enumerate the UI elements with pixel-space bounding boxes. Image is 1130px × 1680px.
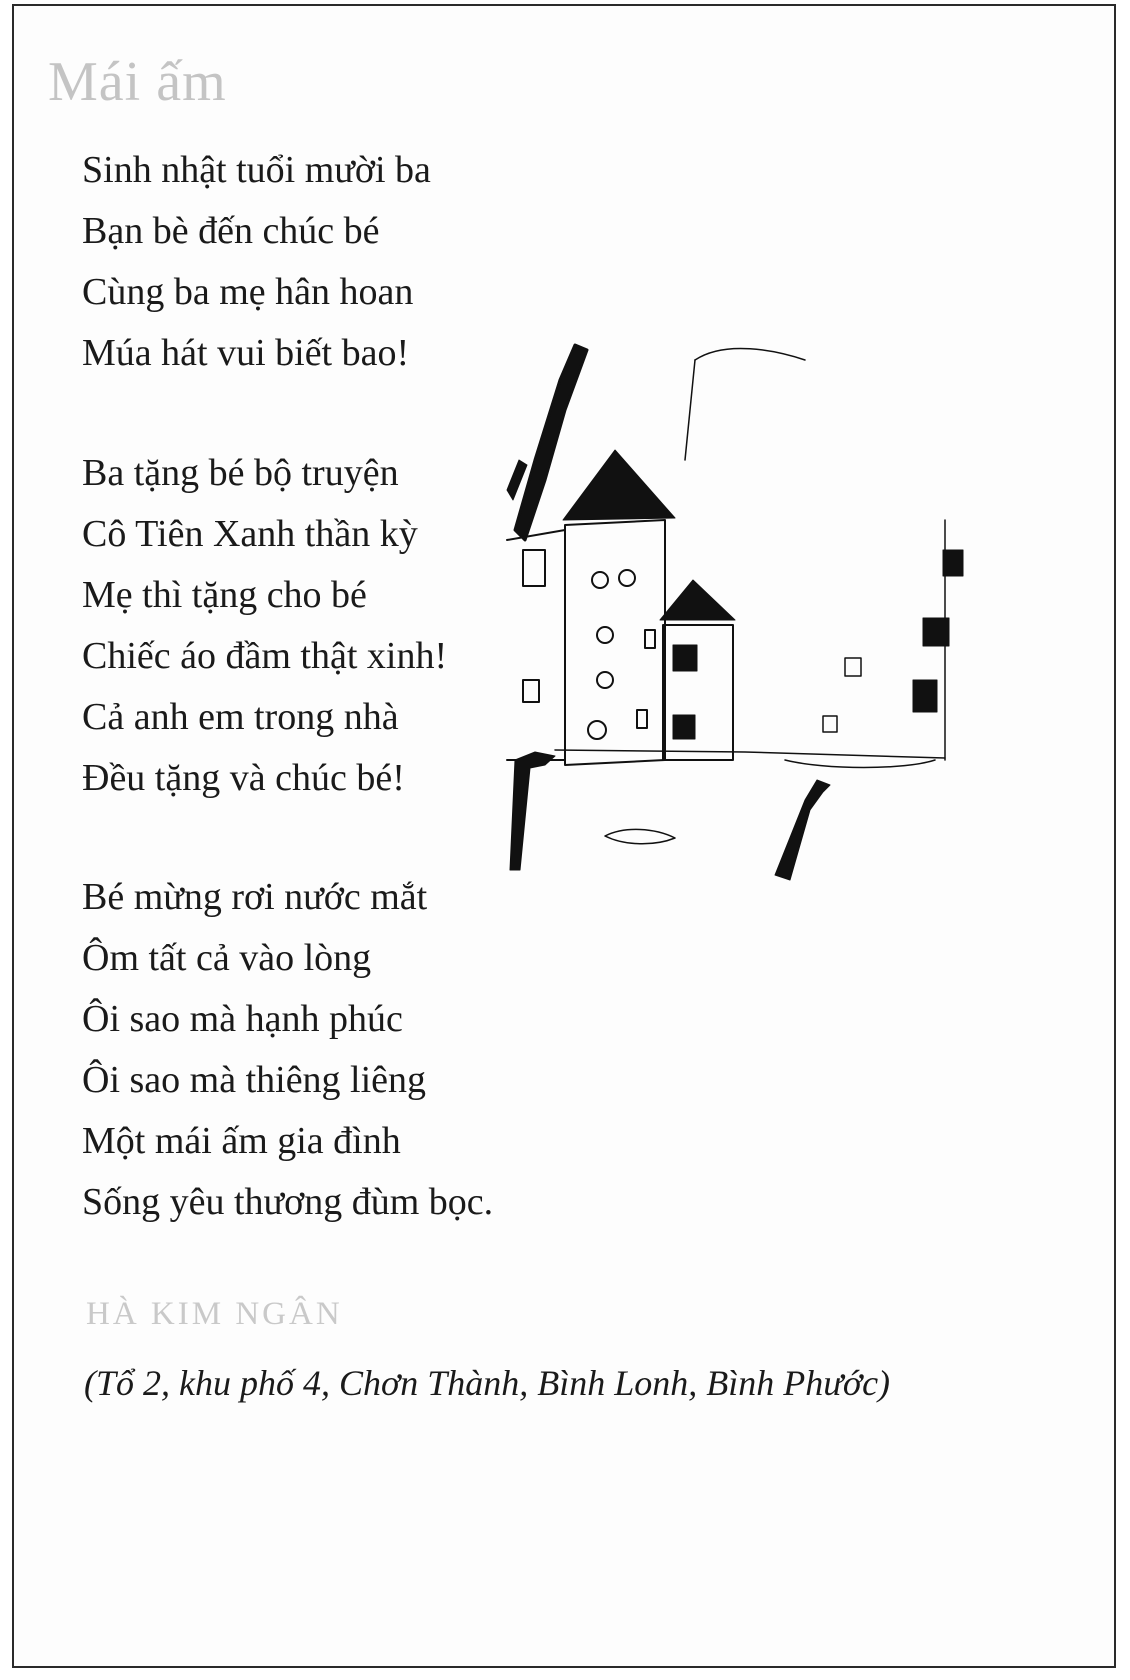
poem-line: Múa hát vui biết bao! <box>82 332 410 374</box>
author-name: HÀ KIM NGÂN <box>86 1296 343 1332</box>
poem-line: Cả anh em trong nhà <box>82 696 399 738</box>
poem-title: Mái ấm <box>48 51 227 113</box>
poem-line: Ôi sao mà hạnh phúc <box>82 998 403 1040</box>
child-drawing-of-houses-icon <box>505 340 1025 960</box>
stanza-3 <box>82 867 493 1233</box>
author-address: (Tổ 2, khu phố 4, Chơn Thành, Bình Lonh, Bình Phước) <box>84 1363 891 1403</box>
poem-line: Một mái ấm gia đình <box>82 1120 401 1162</box>
poem-line: Sống yêu thương đùm bọc. <box>82 1181 494 1223</box>
poem-line: Bé mừng rơi nước mắt <box>82 876 428 918</box>
poem-line: Bạn bè đến chúc bé <box>82 210 380 252</box>
poem-line: Mẹ thì tặng cho bé <box>82 574 367 616</box>
poem-line: Cùng ba mẹ hân hoan <box>82 271 414 313</box>
poem-line: Cô Tiên Xanh thần kỳ <box>82 513 418 555</box>
stanza-1 <box>82 140 431 384</box>
poem-line: Ôm tất cả vào lòng <box>82 937 372 979</box>
poem-line: Đều tặng và chúc bé! <box>82 757 405 799</box>
poem-line: Ba tặng bé bộ truyện <box>82 452 399 494</box>
stanza-2 <box>82 443 447 809</box>
poem-line: Sinh nhật tuổi mười ba <box>82 149 431 191</box>
poem-line: Ôi sao mà thiêng liêng <box>82 1059 427 1101</box>
poem-line: Chiếc áo đầm thật xinh! <box>82 635 448 677</box>
